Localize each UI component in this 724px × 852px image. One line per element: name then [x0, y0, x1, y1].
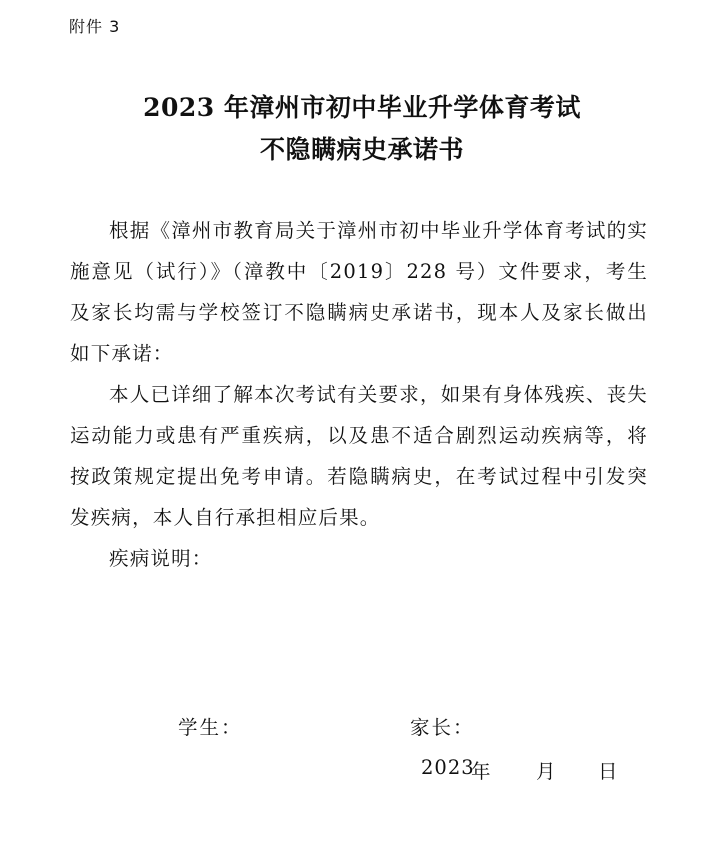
date-year: 2023: [421, 756, 475, 779]
student-signature-label: 学生：: [178, 716, 243, 739]
document-title-line-1: 2023 年漳州市初中毕业升学体育考试: [143, 93, 581, 122]
paragraph-commitment: 本人已详细了解本次考试有关要求，如果有身体残疾、丧失运动能力或患有严重疾病，以及患不适合剧烈运动疾病等，将按政策规定提出免考申请。若隐瞒病史，在考试过程中引发突发疾病，本人自行承担相应后果。: [70, 383, 648, 529]
disease-description-label: 疾病说明：: [109, 547, 213, 570]
date-day-unit: 日: [598, 760, 618, 783]
paragraph-basis: 根据《漳州市教育局关于漳州市初中毕业升学体育考试的实施意见（试行）》（漳教中〔2019〕228 号）文件要求，考生及家长均需与学校签订不隐瞒病史承诺书，现本人及家长做出如下承诺：: [70, 219, 648, 365]
document-title-line-2: 不隐瞒病史承诺书: [259, 135, 464, 164]
parent-signature-label: 家长：: [410, 716, 475, 739]
date-month-unit: 月: [536, 760, 556, 783]
attachment-label: 附件 3: [69, 17, 121, 36]
date-year-unit: 年: [471, 760, 491, 783]
